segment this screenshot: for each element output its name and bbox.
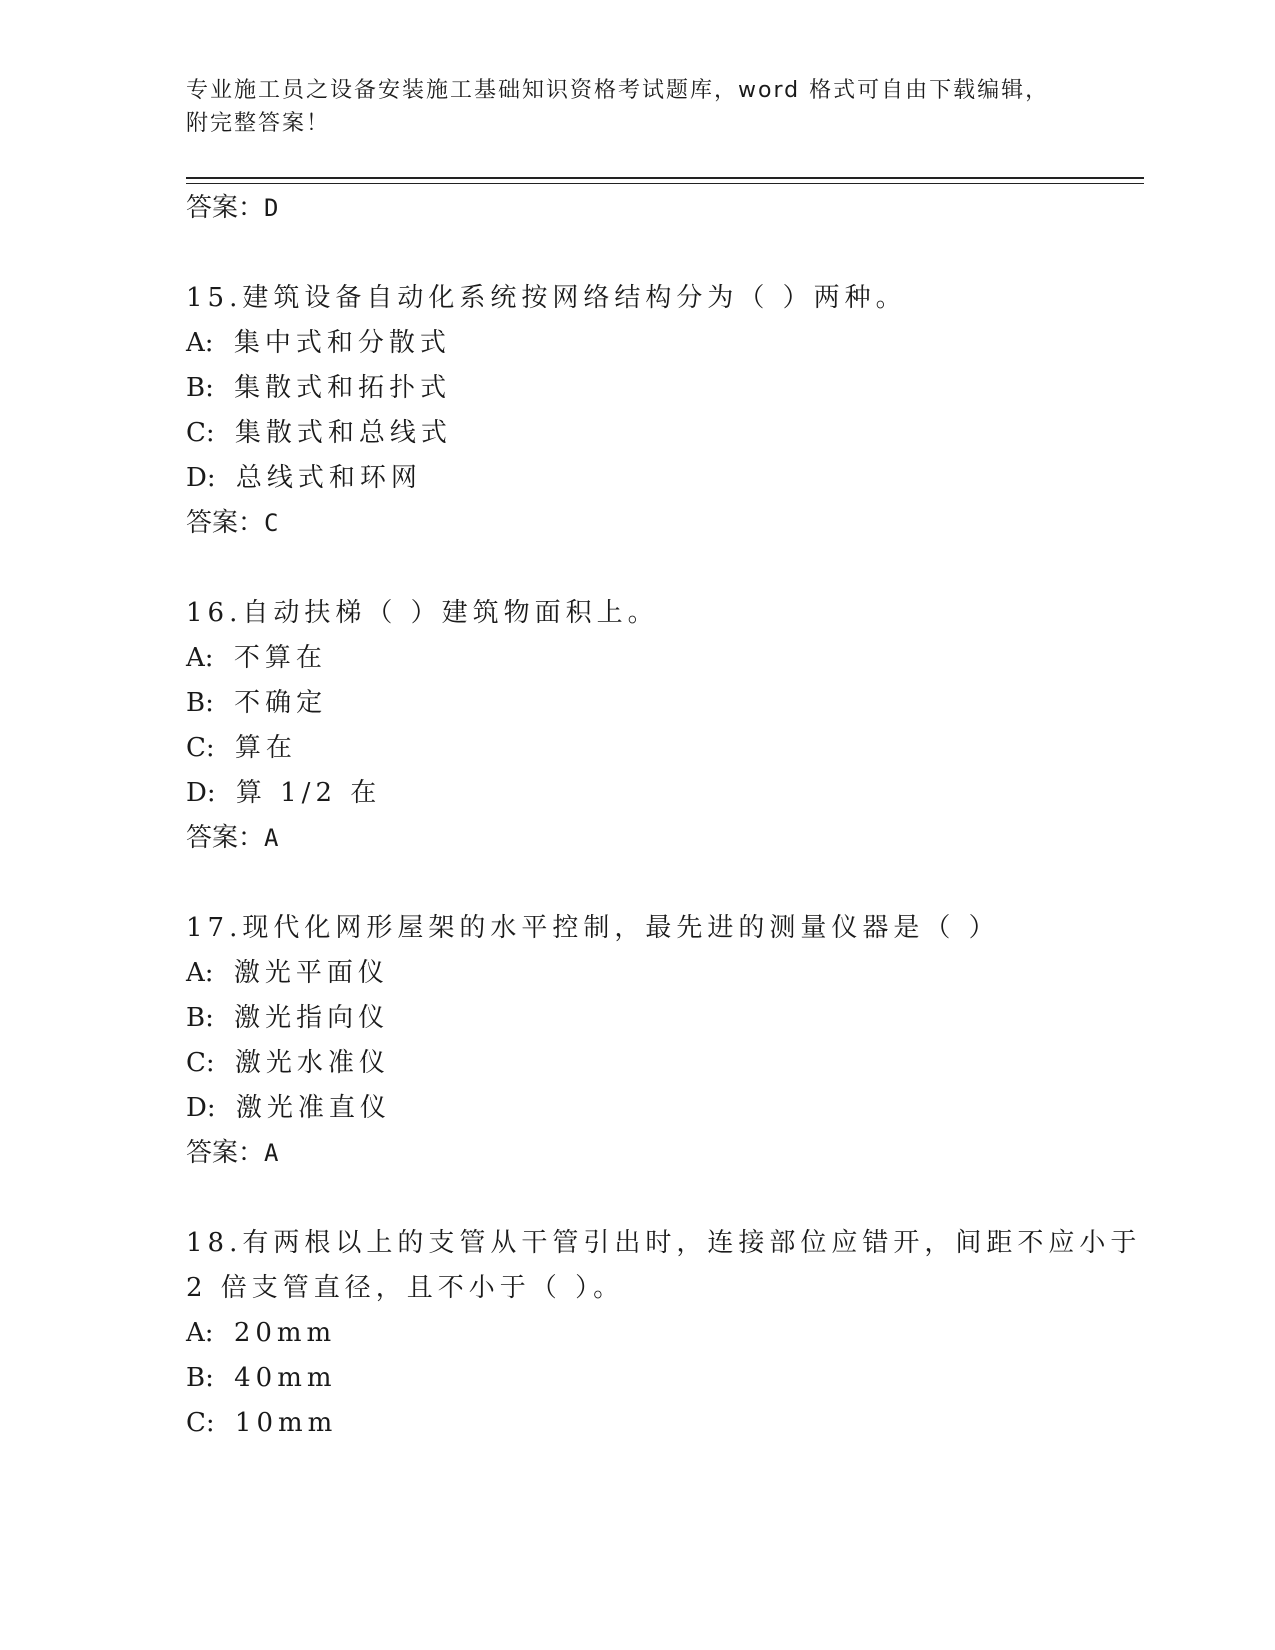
option-d <box>186 1086 1106 1131</box>
option-d <box>186 771 1106 816</box>
option-a <box>186 321 1106 366</box>
option-key: D: <box>186 1093 216 1123</box>
question-block <box>186 906 1106 1176</box>
option-text: 算 1/2 在 <box>235 778 382 808</box>
option-text: 激光平面仪 <box>233 958 389 988</box>
question-text: 17.现代化网形屋架的水平控制，最先进的测量仪器是（ ） <box>186 913 1000 943</box>
question-gap <box>186 1176 1106 1221</box>
option-text: 激光指向仪 <box>234 1003 390 1033</box>
question-text: 15.建筑设备自动化系统按网络结构分为（ ）两种。 <box>186 283 907 313</box>
question-text: 2 倍支管直径，且不小于（ ）。 <box>186 1273 625 1303</box>
option-c <box>186 726 1106 771</box>
option-a <box>186 951 1106 996</box>
answer-line <box>186 186 1106 231</box>
option-text: 不确定 <box>234 688 328 718</box>
header-divider-thin <box>186 183 1144 184</box>
question-block <box>186 591 1106 861</box>
option-text: 总线式和环网 <box>235 463 422 493</box>
question-gap <box>186 231 1106 276</box>
question-gap <box>186 546 1106 591</box>
question-list <box>186 186 1142 1446</box>
answer-value: A <box>264 1139 279 1167</box>
answer-value: D <box>264 194 279 222</box>
question-block <box>186 276 1106 546</box>
answer-line <box>186 1131 1106 1176</box>
question-text: 18.有两根以上的支管从干管引出时，连接部位应错开，间距不应小于 <box>186 1228 1142 1258</box>
option-a <box>186 636 1106 681</box>
header-divider-thick <box>186 177 1144 179</box>
option-key: C: <box>186 418 215 448</box>
option-text: 集散式和拓扑式 <box>234 373 452 403</box>
option-b <box>186 681 1106 726</box>
option-key: A: <box>186 958 214 988</box>
option-b <box>186 996 1106 1041</box>
answer-label: 答案： <box>186 1138 265 1168</box>
answer-line <box>186 816 1106 861</box>
header-title-line-2: 附完整答案！ <box>186 111 331 136</box>
option-text: 20mm <box>233 1318 337 1348</box>
option-d <box>186 456 1106 501</box>
option-b <box>186 366 1106 411</box>
option-text: 算在 <box>234 733 297 763</box>
option-key: B: <box>186 688 214 718</box>
option-text: 激光准直仪 <box>235 1093 391 1123</box>
answer-label: 答案： <box>186 823 265 853</box>
option-text: 集散式和总线式 <box>234 418 452 448</box>
option-key: C: <box>186 1048 215 1078</box>
option-key: A: <box>186 328 214 358</box>
option-key: C: <box>186 1408 215 1438</box>
option-b <box>186 1356 1106 1401</box>
option-key: C: <box>186 733 215 763</box>
option-text: 40mm <box>234 1363 337 1393</box>
answer-label: 答案： <box>186 508 265 538</box>
option-a <box>186 1311 1106 1356</box>
document-header <box>186 74 1066 140</box>
option-c <box>186 1401 1106 1446</box>
option-text: 集中式和分散式 <box>233 328 451 358</box>
option-key: A: <box>186 643 214 673</box>
option-key: D: <box>186 778 216 808</box>
answer-line <box>186 501 1106 546</box>
answer-value: C <box>264 509 279 537</box>
header-title-line-1: 专业施工员之设备安装施工基础知识资格考试题库，word 格式可自由下载编辑， <box>186 78 1050 103</box>
answer-value: A <box>264 824 279 852</box>
option-key: B: <box>186 373 214 403</box>
option-text: 激光水准仪 <box>234 1048 390 1078</box>
question-gap <box>186 861 1106 906</box>
option-text: 不算在 <box>233 643 327 673</box>
question-block <box>186 1221 1142 1446</box>
answer-label: 答案： <box>186 193 265 223</box>
option-key: A: <box>186 1318 214 1348</box>
option-key: D: <box>186 463 216 493</box>
question-text: 16.自动扶梯（ ）建筑物面积上。 <box>186 598 659 628</box>
option-c <box>186 1041 1106 1086</box>
option-key: B: <box>186 1363 214 1393</box>
option-text: 10mm <box>234 1408 338 1438</box>
option-key: B: <box>186 1003 214 1033</box>
option-c <box>186 411 1106 456</box>
